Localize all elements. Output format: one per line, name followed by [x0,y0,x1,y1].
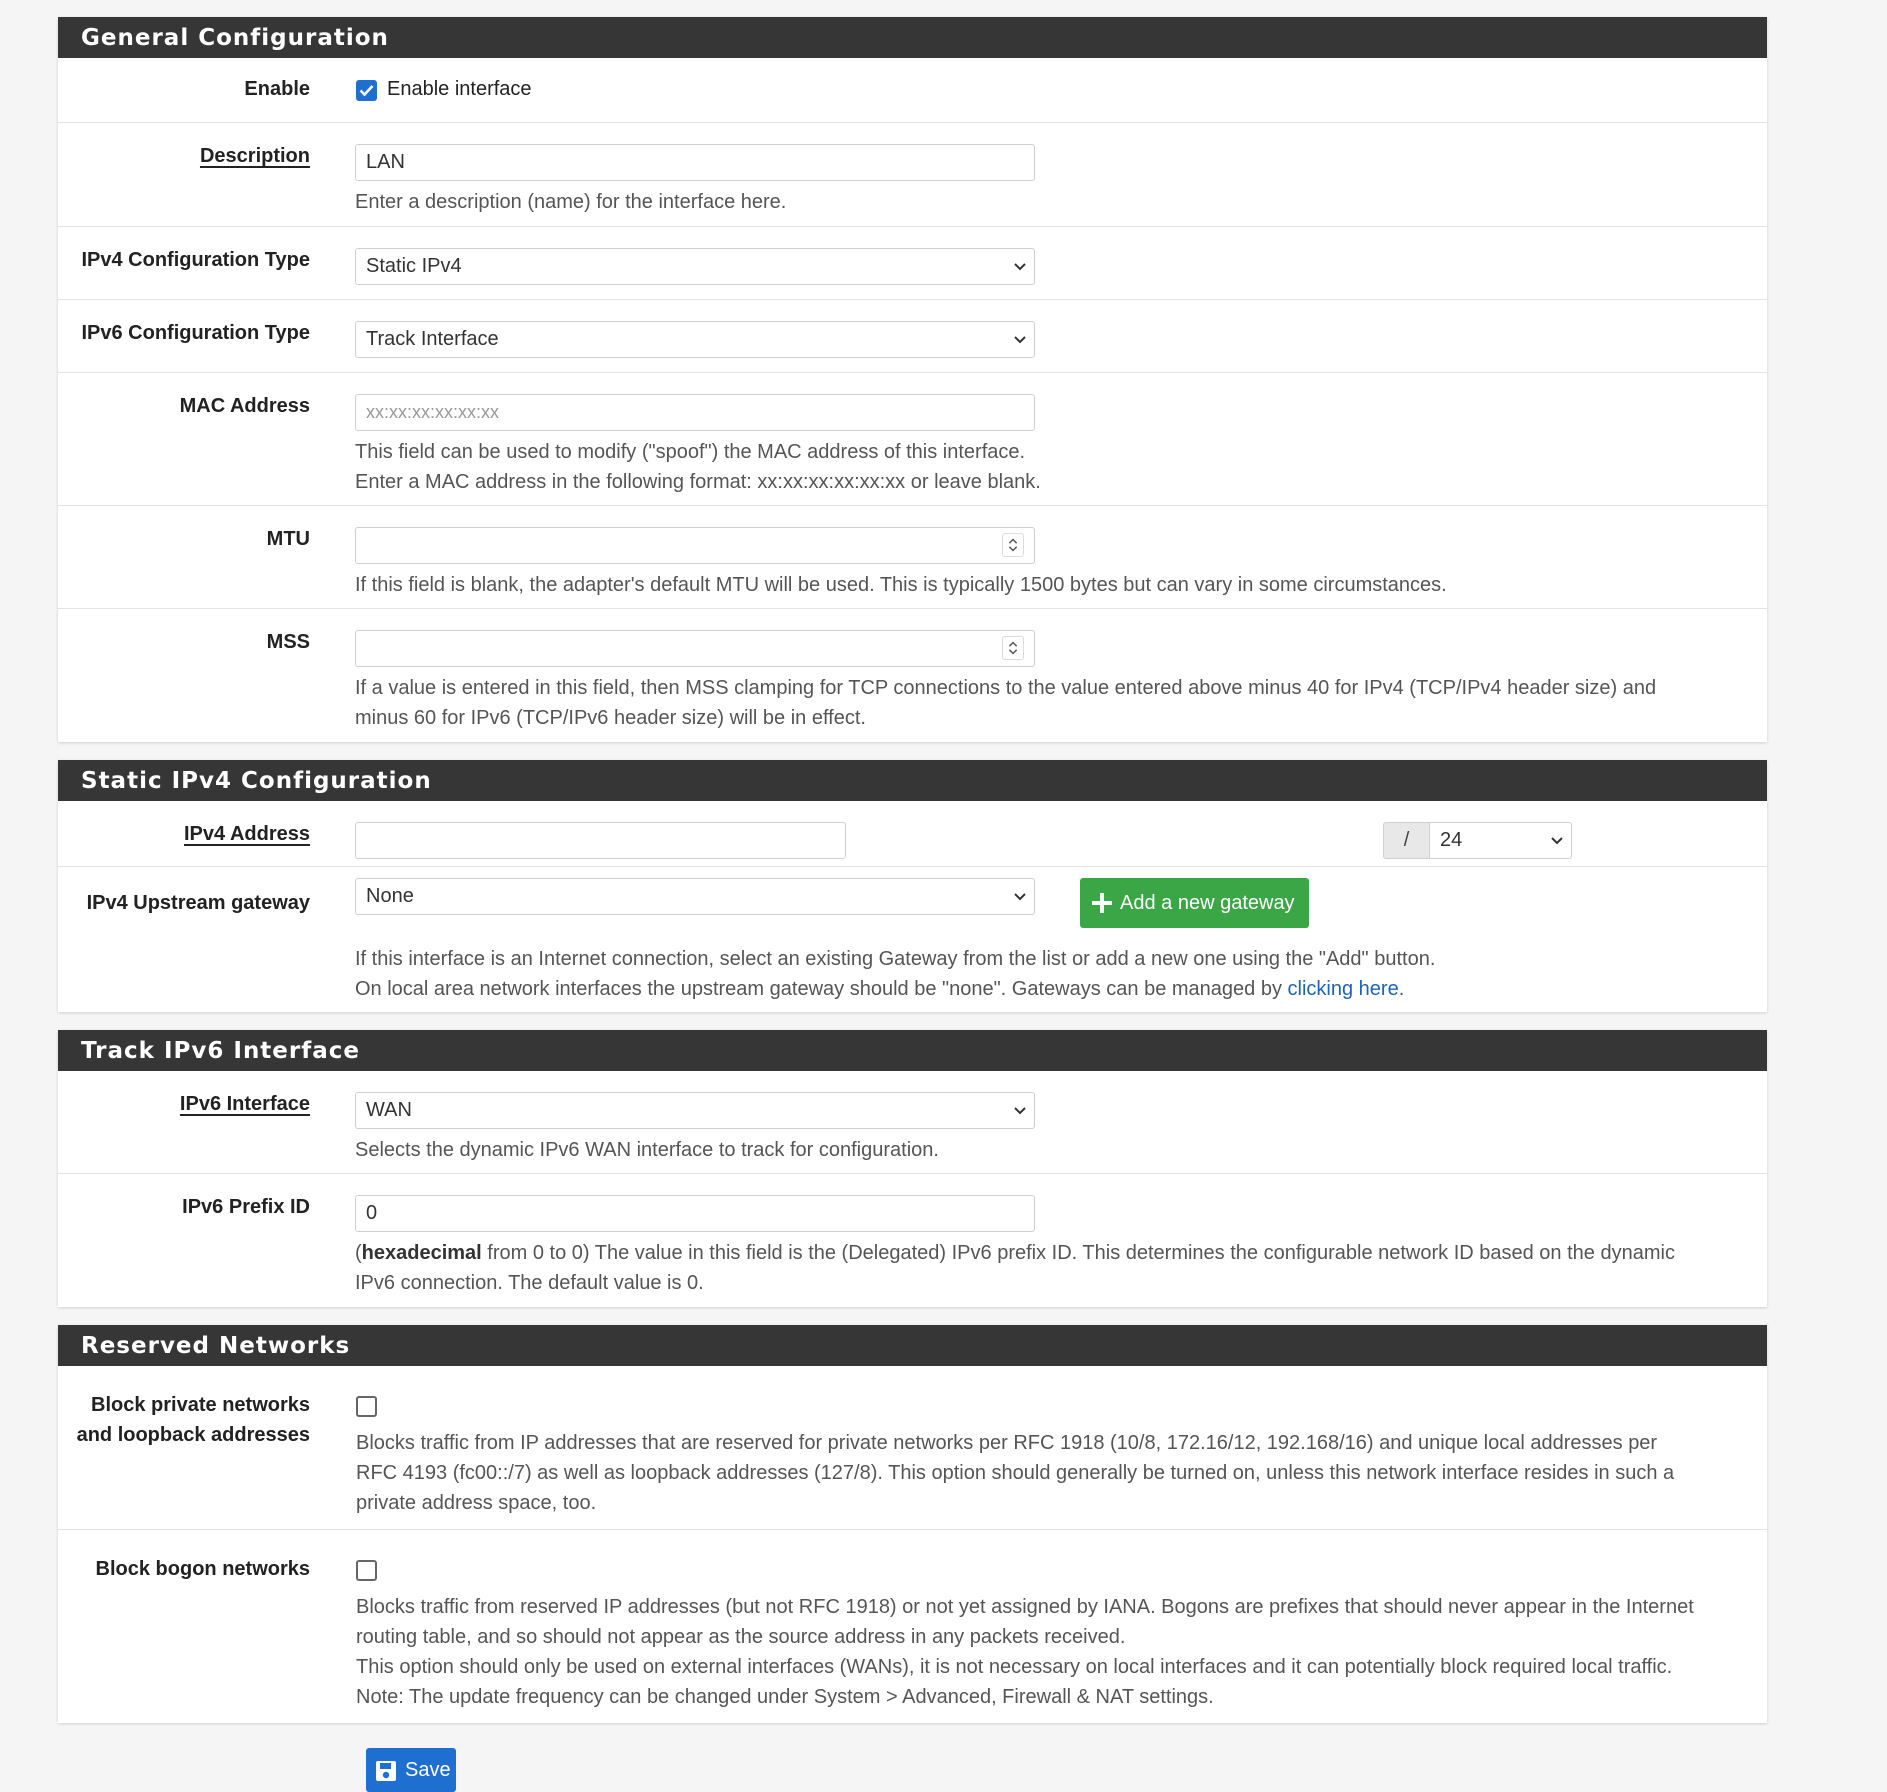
ipv4-address-input[interactable] [355,822,846,859]
ipv4-address-label: IPv4 Address [184,823,310,845]
chevron-down-icon [1549,832,1565,848]
help-bold: hexadecimal [361,1242,482,1264]
mac-input[interactable]: xx:xx:xx:xx:xx:xx [355,394,1035,431]
block-private-help-2: RFC 4193 (fc00::/7) as well as loopback addresses (127/8). This option should generally be turned on, unless this network interface resides in such a [356,1462,1675,1484]
block-bogon-label: Block bogon networks [95,1558,310,1580]
mss-help-2: minus 60 for IPv6 (TCP/IPv6 header size) will be in effect. [355,707,866,729]
panel-heading: Static IPv4 Configuration [58,760,1767,801]
enable-checkbox[interactable] [356,80,377,101]
chevron-down-icon [1012,331,1028,347]
cidr-value: 24 [1440,829,1463,851]
ipv6-type-select[interactable] [355,321,1035,358]
description-help: Enter a description (name) for the interface here. [355,191,787,213]
ipv4-type-label: IPv4 Configuration Type [81,249,310,271]
block-bogon-help-4: Note: The update frequency can be changed under System > Advanced, Firewall & NAT settings. [356,1686,1214,1708]
mac-help-1: This field can be used to modify ("spoof") the MAC address of this interface. [355,441,1026,463]
enable-interface-label[interactable]: Enable interface [387,78,532,100]
save-button[interactable] [366,1748,456,1792]
mac-label: MAC Address [179,395,310,417]
panel-heading: Track IPv6 Interface [58,1030,1767,1071]
save-label: Save [405,1759,451,1781]
general-configuration-panel [58,17,1767,742]
ipv6-interface-label: IPv6 Interface [179,1093,310,1115]
block-private-row [58,1366,1767,1530]
ipv6-prefix-label: IPv6 Prefix ID [182,1196,310,1218]
panel-heading: General Configuration [58,17,1767,58]
plus-icon [1090,891,1114,915]
block-private-help-3: private address space, too. [356,1492,597,1514]
add-gateway-button[interactable] [1080,878,1309,928]
mss-row [58,609,1767,742]
gateway-row [58,867,1767,1012]
description-input[interactable]: LAN [355,144,1035,181]
mtu-label: MTU [266,528,310,550]
gateway-select[interactable] [355,878,1035,915]
enable-row [58,58,1767,123]
ipv6-prefix-input[interactable]: 0 [355,1195,1035,1232]
ipv6-interface-row [58,1071,1767,1174]
gateway-help-2-text: On local area network interfaces the upstream gateway should be "none". Gateways can be managed by [355,978,1288,1000]
ipv6-type-row [58,300,1767,373]
spinner-arrows-icon[interactable] [1002,533,1024,557]
mac-row [58,373,1767,506]
help-rest: from 0 to 0) The value in this field is the (Delegated) IPv6 prefix ID. This determines the configurable network ID based on the dynamic [481,1242,1675,1264]
gateway-label: IPv4 Upstream gateway [86,892,310,914]
block-private-label [70,1390,310,1450]
block-private-help-1: Blocks traffic from IP addresses that are reserved for private networks per RFC 1918 (10/8, 172.16/12, 192.168/16) and unique local addresses per [356,1432,1658,1454]
ipv6-prefix-help-1 [355,1238,1675,1268]
mss-help-1: If a value is entered in this field, then MSS clamping for TCP connections to the value entered above minus 40 for IPv4 (TCP/IPv4 header size) and [355,677,1657,699]
ipv6-type-label: IPv6 Configuration Type [81,322,310,344]
add-gateway-label: Add a new gateway [1120,892,1295,914]
gateway-value: None [366,885,414,907]
gateway-help-2 [355,974,1404,1004]
ipv6-type-value: Track Interface [366,328,499,350]
ipv6-interface-select[interactable] [355,1092,1035,1129]
mtu-input[interactable] [355,527,1035,564]
mac-help-2: Enter a MAC address in the following format: xx:xx:xx:xx:xx:xx or leave blank. [355,471,1041,493]
chevron-down-icon [1012,258,1028,274]
mtu-row [58,506,1767,609]
enable-label: Enable [244,78,310,100]
ipv4-type-row [58,227,1767,300]
floppy-disk-icon [374,1759,398,1783]
ipv4-address-row [58,801,1767,867]
ipv4-type-value: Static IPv4 [366,255,462,277]
block-bogon-checkbox[interactable] [356,1560,377,1581]
track-ipv6-panel [58,1030,1767,1307]
block-private-checkbox[interactable] [356,1396,377,1417]
gateways-link[interactable]: clicking here [1287,978,1399,1000]
spinner-arrows-icon[interactable] [1002,636,1024,660]
reserved-networks-panel [58,1325,1767,1723]
mss-input[interactable] [355,630,1035,667]
static-ipv4-panel [58,760,1767,1012]
block-private-label-1: Block private networks [91,1394,310,1416]
mss-label: MSS [266,631,310,653]
mtu-help: If this field is blank, the adapter's default MTU will be used. This is typically 1500 bytes but can vary in some circumstances. [355,574,1447,596]
ipv4-type-select[interactable] [355,248,1035,285]
block-bogon-help-2: routing table, and so should not appear as the source address in any packets received. [356,1626,1126,1648]
block-private-label-2: and loopback addresses [76,1424,310,1446]
chevron-down-icon [1012,888,1028,904]
help-paren: ( [355,1242,362,1264]
ipv6-prefix-help-2: IPv6 connection. The default value is 0. [355,1272,704,1294]
description-row [58,123,1767,227]
panel-heading: Reserved Networks [58,1325,1767,1366]
gateway-help-1: If this interface is an Internet connection, select an existing Gateway from the list or add a new one using the "Add" button. [355,948,1436,970]
ipv6-interface-help: Selects the dynamic IPv6 WAN interface to track for configuration. [355,1139,939,1161]
chevron-down-icon [1012,1102,1028,1118]
ipv6-interface-value: WAN [366,1099,412,1121]
description-label: Description [199,145,310,167]
block-bogon-row [58,1530,1767,1723]
cidr-slash: / [1383,822,1429,859]
block-bogon-help-3: This option should only be used on external interfaces (WANs), it is not necessary on local interfaces and it can potentially block required local traffic. [356,1656,1673,1678]
block-bogon-help-1: Blocks traffic from reserved IP addresses (but not RFC 1918) or not yet assigned by IANA. Bogons are prefixes that should never appear in the Internet [356,1596,1694,1618]
cidr-select[interactable] [1429,822,1572,859]
ipv6-prefix-row [58,1174,1767,1307]
interface-form [58,17,1767,1741]
check-icon [356,80,377,101]
gateway-help-2-suffix: . [1398,978,1405,1000]
